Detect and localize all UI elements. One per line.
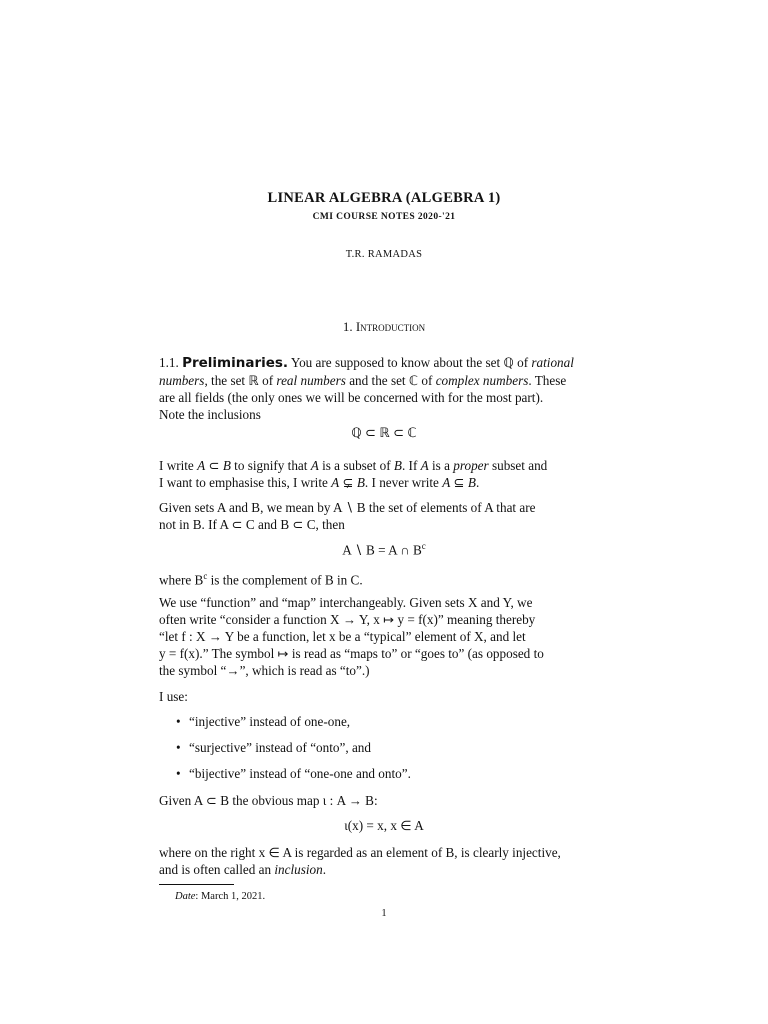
section-title: Introduction bbox=[355, 319, 426, 334]
footnote-label: Date bbox=[175, 891, 196, 902]
math-symbol: ⊆ bbox=[450, 475, 468, 490]
document-title: LINEAR ALGEBRA (ALGEBRA 1) bbox=[267, 190, 501, 206]
math-var: A bbox=[331, 475, 340, 490]
list-item-text: “surjective” instead of “onto”, and bbox=[189, 740, 371, 755]
equation-text: A ∖ B = A ∩ B bbox=[342, 542, 422, 558]
paragraph-line: “let f : X → Y be a function, let x be a “typical” element of X, and let bbox=[159, 629, 526, 644]
text-run: where B bbox=[159, 572, 204, 588]
author-name: T.R. RAMADAS bbox=[345, 249, 423, 260]
bullet-icon: • bbox=[176, 714, 181, 729]
section-heading bbox=[0, 319, 768, 335]
subsection-number: 1.1. bbox=[159, 355, 179, 370]
display-equation-difference bbox=[0, 541, 768, 558]
math-var: A bbox=[420, 458, 429, 473]
list-item bbox=[176, 766, 411, 782]
equation-superscript: c bbox=[421, 541, 426, 551]
text-run-italic: numbers bbox=[159, 373, 205, 388]
text-run: , the set ℝ of bbox=[204, 373, 277, 388]
bullet-icon: • bbox=[176, 740, 181, 755]
list-item bbox=[176, 740, 371, 756]
text-run: to signify that bbox=[230, 458, 311, 473]
paragraph-line: where on the right x ∈ A is regarded as an element of B, is clearly injective, bbox=[159, 845, 561, 860]
paragraph-complement bbox=[159, 568, 609, 588]
paragraph-preliminaries bbox=[159, 354, 609, 423]
math-symbol: ⊊ bbox=[339, 475, 357, 490]
page-number: 1 bbox=[381, 908, 387, 919]
subsection-title: Preliminaries. bbox=[182, 355, 289, 371]
text-run-italic: real numbers bbox=[276, 373, 346, 388]
paragraph-line: Given sets A and B, we mean by A ∖ B the set of elements of A that are bbox=[159, 500, 536, 515]
text-run: subset and bbox=[488, 458, 548, 473]
math-var: B bbox=[356, 475, 365, 490]
paragraph-line: not in B. If A ⊂ C and B ⊂ C, then bbox=[159, 517, 345, 532]
display-equation-inclusions: ℚ ⊂ ℝ ⊂ ℂ bbox=[351, 425, 417, 440]
paragraph-line bbox=[159, 372, 609, 389]
paragraph-line: We use “function” and “map” interchangeably. Given sets X and Y, we bbox=[159, 595, 533, 610]
paragraph-line: are all fields (the only ones we will be concerned with for the most part). bbox=[159, 390, 544, 405]
paragraph-functions bbox=[159, 594, 609, 679]
paragraph-line bbox=[159, 457, 609, 474]
paragraph-inclusion bbox=[159, 844, 609, 878]
paragraph-line: Note the inclusions bbox=[159, 407, 261, 422]
math-var: B bbox=[467, 475, 476, 490]
section-number: 1. bbox=[342, 319, 353, 334]
paragraph-line: often write “consider a function X → Y, x ↦ y = f(x)” meaning thereby bbox=[159, 612, 536, 627]
text-run-italic: complex numbers bbox=[435, 373, 529, 388]
text-run-italic: inclusion bbox=[274, 862, 323, 877]
paragraph-i-use: I use: bbox=[159, 689, 188, 704]
text-run: and is often called an bbox=[159, 862, 275, 877]
math-var: A bbox=[197, 458, 206, 473]
paragraph-obvious-map: Given A ⊂ B the obvious map ι : A → B: bbox=[159, 793, 378, 808]
list-item-text: “injective” instead of one-one, bbox=[189, 714, 351, 729]
math-symbol: ⊂ bbox=[205, 458, 223, 473]
text-run: and the set ℂ of bbox=[345, 373, 436, 388]
paragraph-subsets bbox=[159, 457, 609, 491]
list-item bbox=[176, 714, 351, 730]
paragraph-line bbox=[159, 861, 609, 878]
text-run: is a subset of bbox=[318, 458, 394, 473]
footnote-rule bbox=[159, 884, 234, 885]
text-run: I want to emphasise this, I write bbox=[159, 475, 332, 490]
footnote-text: : March 1, 2021. bbox=[195, 891, 266, 902]
document-subtitle: CMI COURSE NOTES 2020-'21 bbox=[312, 212, 456, 222]
text-run: . bbox=[322, 862, 327, 877]
text-run-italic: proper bbox=[453, 458, 489, 473]
math-var: B bbox=[222, 458, 231, 473]
footnote-date bbox=[175, 891, 265, 902]
superscript: c bbox=[203, 571, 208, 581]
text-run-italic: rational bbox=[531, 355, 574, 370]
text-run: I write bbox=[159, 458, 198, 473]
text-run: You are supposed to know about the set ℚ of bbox=[290, 355, 532, 370]
paragraph-line bbox=[159, 474, 609, 491]
math-var: B bbox=[393, 458, 402, 473]
text-run: . These bbox=[528, 373, 567, 388]
text-run: is a bbox=[428, 458, 454, 473]
text-run: . bbox=[475, 475, 480, 490]
paragraph-line: the symbol “→”, which is read as “to”.) bbox=[159, 663, 370, 678]
text-run: . If bbox=[401, 458, 421, 473]
paragraph-line: y = f(x).” The symbol ↦ is read as “maps to” or “goes to” (as opposed to bbox=[159, 646, 544, 661]
paragraph-line bbox=[159, 354, 609, 372]
list-item-text: “bijective” instead of “one-one and onto”. bbox=[189, 766, 411, 781]
paragraph-set-difference bbox=[159, 499, 609, 533]
bullet-icon: • bbox=[176, 766, 181, 781]
display-equation-inclusion-map: ι(x) = x, x ∈ A bbox=[344, 818, 424, 833]
text-run: . I never write bbox=[364, 475, 443, 490]
math-var: A bbox=[442, 475, 451, 490]
text-run: is the complement of B in C. bbox=[207, 572, 363, 588]
math-var: A bbox=[310, 458, 319, 473]
